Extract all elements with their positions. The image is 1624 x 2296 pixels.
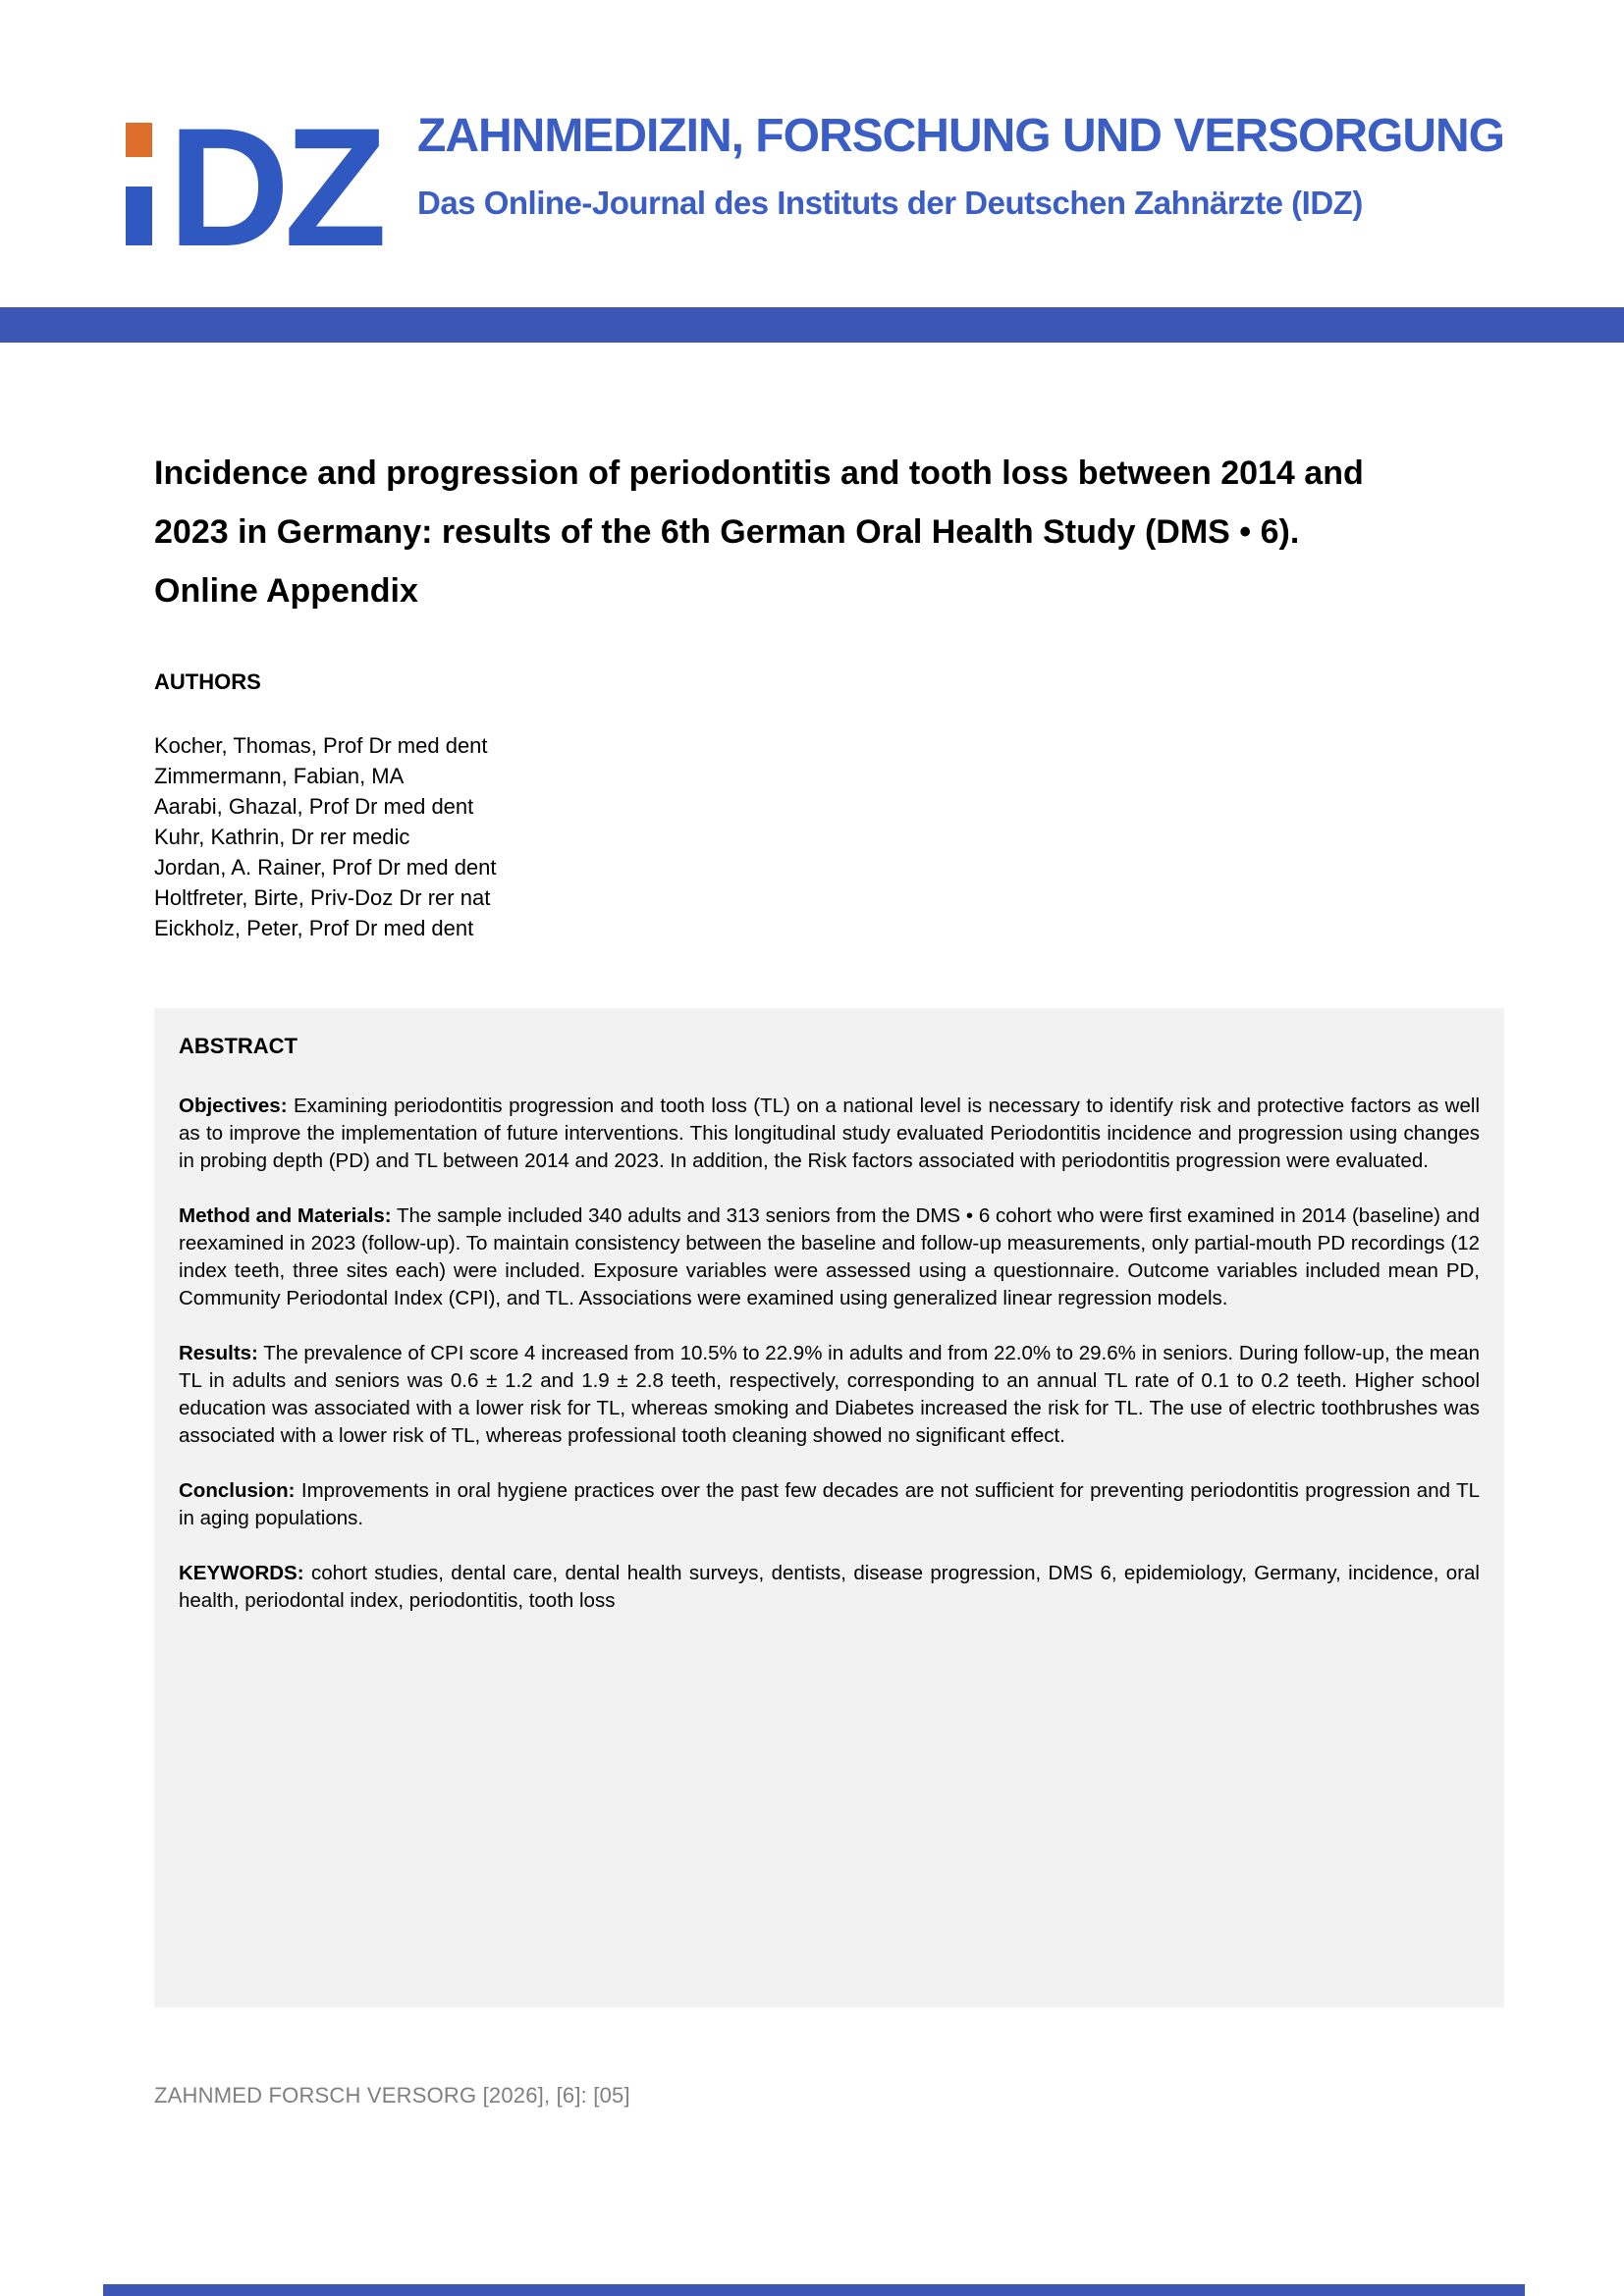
masthead [417, 111, 1504, 221]
journal-title: ZAHNMEDIZIN, FORSCHUNG UND VERSORGUNG [417, 110, 1505, 162]
authors-list [154, 730, 497, 943]
author-name: Holtfreter, Birte, Priv-Doz Dr rer nat [154, 885, 491, 910]
article-title-line-2: 2023 in Germany: results of the 6th German Oral Health Study (DMS • 6). [154, 513, 1300, 551]
abstract-objectives [179, 1093, 1480, 1175]
abstract-heading: ABSTRACT [179, 1034, 298, 1058]
abstract-keywords-text: cohort studies, dental care, dental health surveys, dentists, disease progression, DMS 6, epidemiology, Germany, incidence, oral health, periodontal index, periodontitis, tooth loss [179, 1562, 1480, 1612]
abstract-conclusion-text: Improvements in oral hygiene practices over the past few decades are not sufficient for preventing periodontitis progression and TL in aging populations. [179, 1479, 1480, 1529]
abstract-conclusion-label: Conclusion: [179, 1479, 296, 1502]
abstract-methods [179, 1202, 1480, 1312]
abstract-results-text: The prevalence of CPI score 4 increased from 10.5% to 22.9% in adults and from 22.0% to 29.6% in seniors. During follow-up, the mean TL in adults and seniors was 0.6 ± 1.2 and 1.9 ± 2.8 teeth, respectively, corresponding to an annual TL rate of 0.1 to 0.2 teeth. Higher school education was associated with a lower risk for TL, whereas smoking and Diabetes increased the risk for TL. The use of electric toothbrushes was associated with a lower risk of TL, whereas professional tooth cleaning showed no significant effect. [179, 1342, 1481, 1447]
idz-logo-gap [126, 157, 152, 187]
footer-citation: ZAHNMED FORSCH VERSORG [2026], [6]: [05] [154, 2083, 630, 2108]
journal-subtitle: Das Online-Journal des Instituts der Deutschen Zahnärzte (IDZ) [417, 185, 1363, 221]
article-title-line-1: Incidence and progression of periodontitis and tooth loss between 2014 and [154, 454, 1364, 492]
abstract-conclusion [179, 1477, 1480, 1532]
author-name: Eickholz, Peter, Prof Dr med dent [154, 916, 474, 940]
abstract-objectives-text: Examining periodontitis progression and tooth loss (TL) on a national level is necessary to identify risk and protective factors as well as to improve the implementation of future interventions. This longitudinal study evaluated Periodontitis incidence and progression using changes in probing depth (PD) and TL between 2014 and 2023. In addition, the Risk factors associated with periodontitis progression were evaluated. [179, 1095, 1480, 1172]
article-title-line-3: Online Appendix [154, 572, 418, 610]
author-name: Kuhr, Kathrin, Dr rer medic [154, 825, 410, 849]
authors-heading: AUTHORS [154, 669, 261, 694]
article-title [154, 444, 1470, 620]
abstract-box [154, 1008, 1504, 2007]
idz-logo-letter-i [126, 123, 152, 245]
abstract-keywords [179, 1560, 1480, 1615]
author-name: Aarabi, Ghazal, Prof Dr med dent [154, 794, 474, 819]
abstract-keywords-label: KEYWORDS: [179, 1562, 304, 1584]
idz-logo-blue-stem-icon [126, 187, 152, 245]
abstract-objectives-label: Objectives: [179, 1095, 288, 1117]
header-divider-bar [0, 307, 1624, 343]
author-name: Zimmermann, Fabian, MA [154, 764, 405, 788]
idz-logo-orange-dot-icon [126, 123, 152, 157]
abstract-results-label: Results: [179, 1342, 258, 1364]
abstract-methods-text: The sample included 340 adults and 313 seniors from the DMS • 6 cohort who were first examined in 2014 (baseline) and reexamined in 2023 (follow-up). To maintain consistency between the baseline and follow-up measurements, only partial-mouth PD recordings (12 index teeth, three sites each) were included. Exposure variables were assessed using a questionnaire. Outcome variables included mean PD, Community Periodontal Index (CPI), and TL. Associations were examined using generalized linear regression models. [179, 1204, 1480, 1309]
idz-logo [126, 93, 382, 282]
idz-logo-letters-dz: DZ [168, 93, 382, 282]
footer-divider-bar [103, 2284, 1525, 2296]
author-name: Kocher, Thomas, Prof Dr med dent [154, 733, 488, 758]
abstract-results [179, 1340, 1480, 1450]
abstract-methods-label: Method and Materials: [179, 1204, 392, 1227]
author-name: Jordan, A. Rainer, Prof Dr med dent [154, 855, 497, 880]
